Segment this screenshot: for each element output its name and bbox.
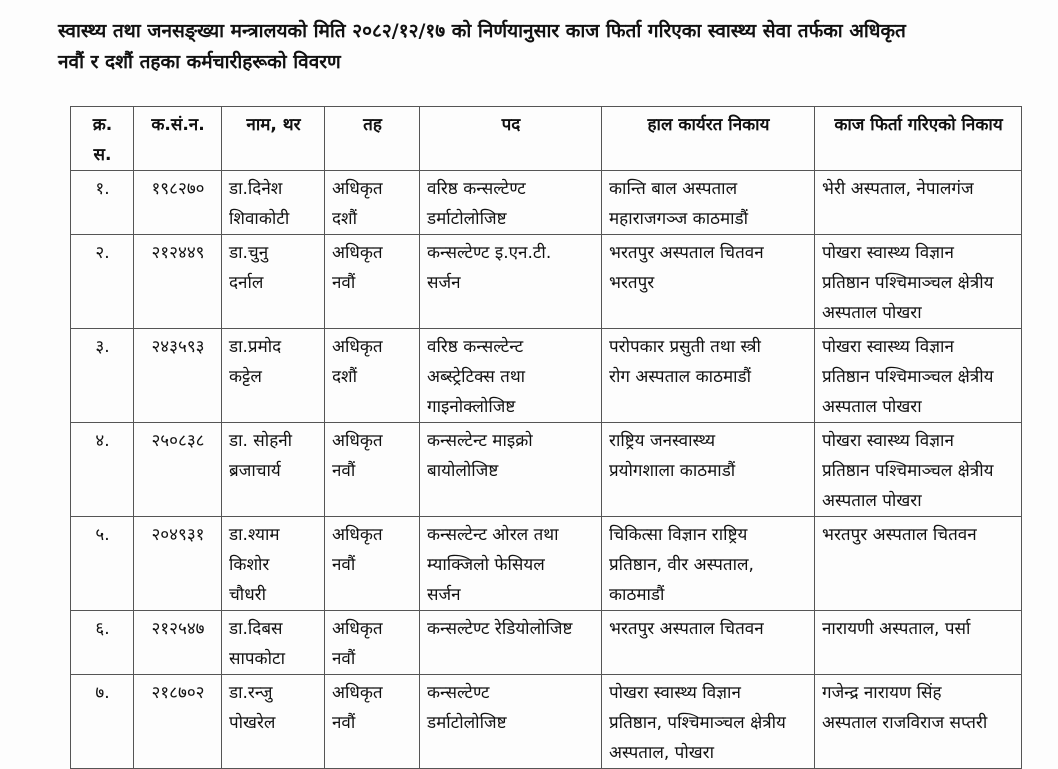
cell-text: प्रतिष्ठान, पश्चिमाञ्चल क्षेत्रीय bbox=[609, 713, 786, 733]
cell-level bbox=[325, 611, 420, 675]
cell-level bbox=[325, 329, 420, 423]
cell-name bbox=[222, 235, 325, 329]
cell-text: दर्नाल bbox=[229, 273, 264, 293]
cell-code-number bbox=[134, 171, 222, 235]
cell-text: नवौं bbox=[332, 713, 356, 733]
header-code-number bbox=[134, 107, 222, 171]
cell-text: भरतपुर bbox=[609, 273, 655, 293]
cell-current-office bbox=[602, 675, 815, 769]
cell-code-number bbox=[134, 611, 222, 675]
cell-serial bbox=[71, 675, 134, 769]
cell-text: अधिकृत bbox=[332, 179, 383, 199]
cell-text: डा.श्याम bbox=[229, 525, 280, 545]
cell-name bbox=[222, 171, 325, 235]
cell-text: पोखरेल bbox=[229, 713, 276, 733]
cell-level bbox=[325, 517, 420, 611]
cell-text: डर्माटोलोजिष्ट bbox=[427, 209, 507, 229]
cell-text: पोखरा स्वास्थ्य विज्ञान bbox=[822, 431, 954, 451]
cell-text: चौधरी bbox=[229, 585, 267, 605]
cell-text: कान्ति बाल अस्पताल bbox=[609, 179, 738, 199]
cell-text: अधिकृत bbox=[332, 525, 383, 545]
cell-text: चिकित्सा विज्ञान राष्ट्रिय bbox=[609, 525, 748, 545]
cell-text: काठमाडौं bbox=[609, 585, 665, 605]
cell-text: अस्पताल पोखरा bbox=[822, 491, 922, 511]
table-row bbox=[71, 329, 1022, 423]
cell-text: ब्रजाचार्य bbox=[229, 461, 281, 481]
cell-text: कन्सल्टेन्ट माइक्रो bbox=[427, 431, 533, 451]
cell-level bbox=[325, 171, 420, 235]
table-row bbox=[71, 423, 1022, 517]
cell-text: प्रतिष्ठान पश्चिमाञ्चल क्षेत्रीय bbox=[822, 367, 994, 387]
header-text: क्र. bbox=[92, 115, 113, 135]
cell-name bbox=[222, 611, 325, 675]
cell-position bbox=[420, 675, 602, 769]
cell-text: कन्सल्टेण्ट इ.एन.टी. bbox=[427, 243, 552, 263]
cell-text: नवौं bbox=[332, 555, 356, 575]
cell-text: डा.चुनु bbox=[229, 243, 269, 263]
cell-text: ५. bbox=[95, 525, 110, 545]
header-text: पद bbox=[501, 115, 521, 135]
cell-text: वरिष्ठ कन्सल्टेण्ट bbox=[427, 179, 526, 199]
cell-deputed-office bbox=[815, 171, 1022, 235]
cell-text: प्रतिष्ठान, वीर अस्पताल, bbox=[609, 555, 754, 575]
cell-text: कट्टेल bbox=[229, 367, 262, 387]
table-row bbox=[71, 235, 1022, 329]
cell-text: किशोर bbox=[229, 555, 270, 575]
cell-text: १. bbox=[95, 179, 110, 199]
cell-text: भरतपुर अस्पताल चितवन bbox=[609, 619, 764, 639]
header-name bbox=[222, 107, 325, 171]
cell-name bbox=[222, 517, 325, 611]
cell-text: दशौं bbox=[332, 367, 357, 387]
table-header-row bbox=[71, 107, 1022, 171]
cell-code-number bbox=[134, 423, 222, 517]
cell-text: पोखरा स्वास्थ्य विज्ञान bbox=[609, 683, 741, 703]
header-text: हाल कार्यरत निकाय bbox=[647, 115, 770, 135]
cell-text: २०४९३१ bbox=[151, 525, 205, 545]
cell-text: अस्पताल, पोखरा bbox=[609, 743, 715, 763]
cell-text: नवौं bbox=[332, 649, 356, 669]
cell-current-office bbox=[602, 611, 815, 675]
cell-current-office bbox=[602, 171, 815, 235]
cell-serial bbox=[71, 423, 134, 517]
cell-text: भेरी अस्पताल, नेपालगंज bbox=[822, 179, 974, 199]
table-row bbox=[71, 171, 1022, 235]
cell-level bbox=[325, 423, 420, 517]
cell-text: २४३५९३ bbox=[151, 337, 205, 357]
cell-text: सर्जन bbox=[427, 585, 461, 605]
staff-table bbox=[70, 106, 1022, 769]
cell-name bbox=[222, 675, 325, 769]
cell-code-number bbox=[134, 675, 222, 769]
cell-text: पोखरा स्वास्थ्य विज्ञान bbox=[822, 243, 954, 263]
cell-name bbox=[222, 329, 325, 423]
cell-text: पोखरा स्वास्थ्य विज्ञान bbox=[822, 337, 954, 357]
cell-text: डा. सोहनी bbox=[229, 431, 293, 451]
cell-text: गाइनोक्लोजिष्ट bbox=[427, 397, 516, 417]
cell-position bbox=[420, 235, 602, 329]
cell-code-number bbox=[134, 235, 222, 329]
cell-current-office bbox=[602, 517, 815, 611]
cell-text: कन्सल्टेण्ट bbox=[427, 683, 490, 703]
cell-level bbox=[325, 675, 420, 769]
cell-text: ३. bbox=[95, 337, 110, 357]
cell-text: म्याक्जिलो फेसियल bbox=[427, 555, 545, 575]
cell-text: अस्पताल पोखरा bbox=[822, 397, 922, 417]
cell-text: अधिकृत bbox=[332, 619, 383, 639]
header-level bbox=[325, 107, 420, 171]
header-position bbox=[420, 107, 602, 171]
cell-text: ४. bbox=[95, 431, 110, 451]
cell-serial bbox=[71, 611, 134, 675]
cell-current-office bbox=[602, 329, 815, 423]
cell-text: गजेन्द्र नारायण सिंह bbox=[822, 683, 942, 703]
header-text: तह bbox=[363, 115, 382, 135]
cell-deputed-office bbox=[815, 675, 1022, 769]
cell-deputed-office bbox=[815, 235, 1022, 329]
header-text: स. bbox=[93, 145, 112, 165]
cell-text: वरिष्ठ कन्सल्टेन्ट bbox=[427, 337, 524, 357]
cell-text: डा.प्रमोद bbox=[229, 337, 282, 357]
header-text: नाम, थर bbox=[246, 115, 301, 135]
cell-position bbox=[420, 517, 602, 611]
cell-level bbox=[325, 235, 420, 329]
cell-serial bbox=[71, 517, 134, 611]
cell-deputed-office bbox=[815, 423, 1022, 517]
cell-position bbox=[420, 611, 602, 675]
cell-text: २. bbox=[95, 243, 110, 263]
header-current-office bbox=[602, 107, 815, 171]
cell-serial bbox=[71, 329, 134, 423]
cell-serial bbox=[71, 235, 134, 329]
cell-text: ७. bbox=[95, 683, 110, 703]
cell-text: अधिकृत bbox=[332, 431, 383, 451]
table-row bbox=[71, 611, 1022, 675]
cell-text: शिवाकोटी bbox=[229, 209, 290, 229]
cell-text: २१८७०२ bbox=[151, 683, 205, 703]
cell-text: बायोलोजिष्ट bbox=[427, 461, 499, 481]
cell-text: रोग अस्पताल काठमाडौं bbox=[609, 367, 752, 387]
cell-text: महाराजगञ्ज काठमाडौं bbox=[609, 209, 749, 229]
cell-text: २१२५४७ bbox=[151, 619, 205, 639]
cell-text: प्रयोगशाला काठमाडौं bbox=[609, 461, 736, 481]
cell-text: भरतपुर अस्पताल चितवन bbox=[822, 525, 977, 545]
cell-deputed-office bbox=[815, 329, 1022, 423]
cell-text: नवौं bbox=[332, 273, 356, 293]
title-line-2: नवौं र दशौं तहका कर्मचारीहरूको विवरण bbox=[58, 51, 341, 73]
cell-text: अधिकृत bbox=[332, 337, 383, 357]
cell-text: अस्पताल पोखरा bbox=[822, 303, 922, 323]
cell-text: राष्ट्रिय जनस्वास्थ्य bbox=[609, 431, 716, 451]
cell-position bbox=[420, 171, 602, 235]
cell-text: अधिकृत bbox=[332, 683, 383, 703]
cell-text: दशौं bbox=[332, 209, 357, 229]
cell-text: २१२४४९ bbox=[151, 243, 205, 263]
header-text: क.सं.न. bbox=[151, 115, 205, 135]
cell-text: परोपकार प्रसुती तथा स्त्री bbox=[609, 337, 761, 357]
cell-text: अब्स्ट्रेटिक्स तथा bbox=[427, 367, 526, 387]
cell-text: प्रतिष्ठान पश्चिमाञ्चल क्षेत्रीय bbox=[822, 461, 994, 481]
cell-serial bbox=[71, 171, 134, 235]
cell-text: नवौं bbox=[332, 461, 356, 481]
document-title bbox=[58, 16, 1048, 78]
header-text: काज फिर्ता गरिएको निकाय bbox=[834, 115, 1003, 135]
header-deputed-office bbox=[815, 107, 1022, 171]
title-line-1: स्वास्थ्य तथा जनसङ्ख्या मन्त्रालयको मिति २०८२/१२/१७ को निर्णयानुसार काज फिर्ता गरिएका स्वास्थ्य सेवा तर्फका अधिकृत bbox=[58, 20, 906, 42]
cell-position bbox=[420, 423, 602, 517]
cell-deputed-office bbox=[815, 611, 1022, 675]
cell-text: सापकोटा bbox=[229, 649, 285, 669]
cell-text: डा.दिबस bbox=[229, 619, 283, 639]
cell-text: सर्जन bbox=[427, 273, 461, 293]
cell-text: भरतपुर अस्पताल चितवन bbox=[609, 243, 764, 263]
header-serial bbox=[71, 107, 134, 171]
cell-position bbox=[420, 329, 602, 423]
cell-text: ६. bbox=[95, 619, 110, 639]
cell-text: अधिकृत bbox=[332, 243, 383, 263]
cell-current-office bbox=[602, 423, 815, 517]
cell-deputed-office bbox=[815, 517, 1022, 611]
cell-text: नारायणी अस्पताल, पर्सा bbox=[822, 619, 971, 639]
cell-text: डर्माटोलोजिष्ट bbox=[427, 713, 507, 733]
cell-text: अस्पताल राजविराज सप्तरी bbox=[822, 713, 988, 733]
cell-text: कन्सल्टेन्ट ओरल तथा bbox=[427, 525, 559, 545]
cell-text: प्रतिष्ठान पश्चिमाञ्चल क्षेत्रीय bbox=[822, 273, 994, 293]
cell-text: कन्सल्टेण्ट रेडियोलोजिष्ट bbox=[427, 619, 573, 639]
cell-text: १९८२७० bbox=[151, 179, 205, 199]
table-row bbox=[71, 517, 1022, 611]
cell-text: २५०८३८ bbox=[151, 431, 205, 451]
cell-code-number bbox=[134, 329, 222, 423]
cell-text: डा.दिनेश bbox=[229, 179, 283, 199]
cell-current-office bbox=[602, 235, 815, 329]
table-row bbox=[71, 675, 1022, 769]
cell-text: डा.रन्जु bbox=[229, 683, 273, 703]
cell-code-number bbox=[134, 517, 222, 611]
cell-name bbox=[222, 423, 325, 517]
